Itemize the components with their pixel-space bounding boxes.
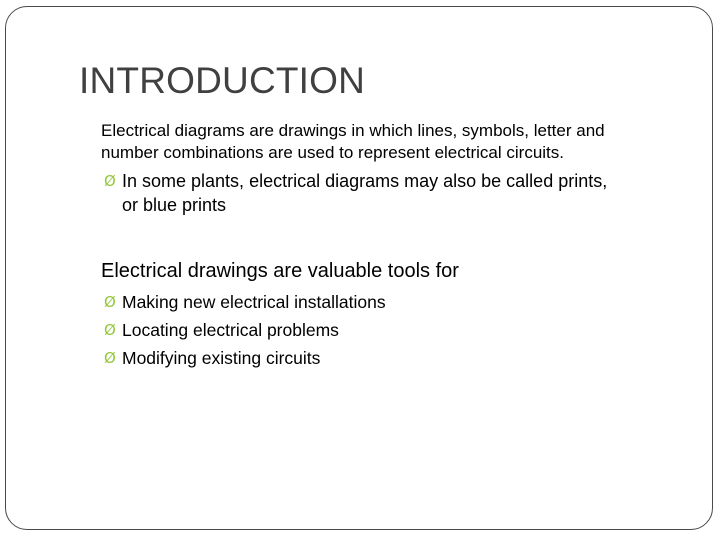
list-item — [104, 288, 386, 316]
arrow-bullet-icon: Ø — [104, 349, 116, 367]
list-item — [104, 169, 694, 217]
slide-title: INTRODUCTION — [79, 60, 366, 101]
list-item — [104, 344, 386, 372]
list-item — [104, 316, 386, 344]
list-item-label: Modifying existing circuits — [122, 348, 321, 368]
intro-line-2: number combinations are used to represent electrical circuits. — [101, 143, 564, 162]
arrow-bullet-icon: Ø — [104, 172, 116, 190]
list-item-label: Making new electrical installations — [122, 292, 386, 312]
note-line-2: or blue prints — [122, 195, 227, 215]
section-subtitle: Electrical drawings are valuable tools for — [101, 260, 459, 282]
arrow-bullet-icon: Ø — [104, 321, 116, 339]
intro-paragraph — [101, 120, 686, 164]
list-item-label: Locating electrical problems — [122, 320, 339, 340]
note-line-1: In some plants, electrical diagrams may also be called prints, — [122, 171, 608, 191]
intro-line-1: Electrical diagrams are drawings in which lines, symbols, letter and — [101, 121, 605, 140]
prints-note — [104, 169, 694, 217]
arrow-bullet-icon: Ø — [104, 293, 116, 311]
tools-list — [104, 288, 386, 372]
note-text — [122, 169, 607, 217]
